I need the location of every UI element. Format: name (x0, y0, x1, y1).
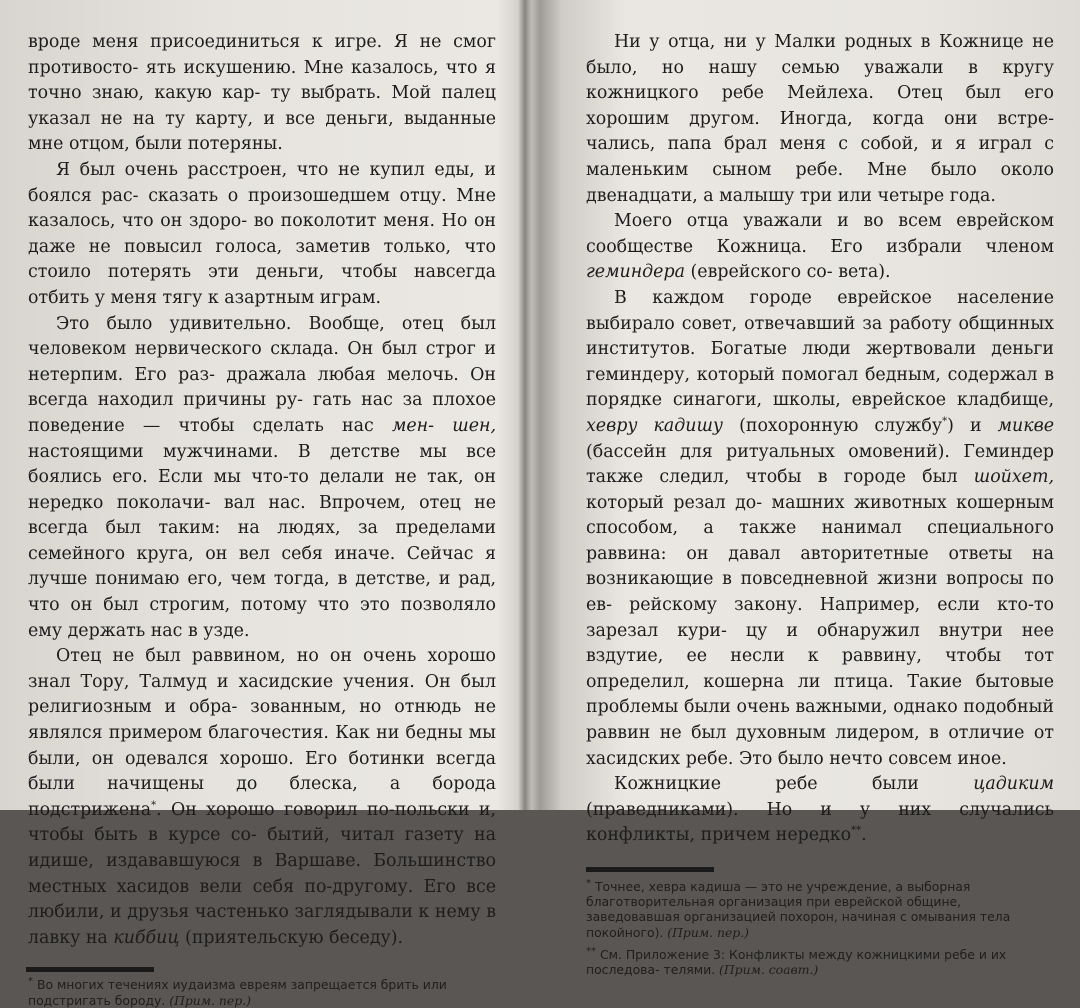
text-line: его. Если мы что-то делали не так, он нередко поколачи- (28, 467, 496, 513)
text-line: отбить у меня тягу к азартным играм. (28, 287, 382, 308)
text-line: настоящими мужчинами. В детстве мы все боялись (28, 441, 496, 488)
text-line: или четыре года. (837, 185, 996, 206)
text-line: (праведниками). (586, 799, 739, 820)
text-line: машних животных кошерным способом, а также нанимал (586, 492, 1054, 539)
text-line: Он хорошо говорил по-польски и, чтобы быть в курсе со- (28, 799, 496, 846)
text-line: следил, чтобы в городе был (659, 467, 974, 488)
paragraph (28, 30, 496, 158)
text-line: Ни у отца, ни у Малки родных в Кожнице не было, (586, 32, 1054, 78)
text-line: ту выбрать. Мой палец указал не на ту карту, и все деньги, (28, 83, 496, 129)
text-line: Но и у них случались конфликты, причем нередко (586, 799, 1054, 846)
text-line: на возникающие в повседневной жизни вопросы по ев- (586, 543, 1055, 616)
text-line: дражала любая мелочь. Он всегда находил причины ру- (28, 364, 497, 411)
book-gutter (518, 0, 532, 810)
footnote-note: (Прим. соавт.) (719, 962, 819, 978)
paragraph (586, 286, 1054, 772)
text-line: нервического склада. Он был строг и нетерпим. Его раз- (28, 339, 496, 385)
text-line: всегда были начищены до блеска, а борода подстрижена (28, 748, 497, 820)
text-line: я лучше понимаю его, чем тогда, в детстве, и рад, что он (28, 543, 496, 616)
text-line: за пределами семейного круга, он вел себя иначе. Сейчас (28, 518, 496, 564)
paragraph (586, 772, 1054, 849)
paragraph (28, 644, 496, 951)
paragraph (28, 158, 496, 312)
italic-term: хевру кадишу (586, 415, 724, 436)
italic-term: геминдера (586, 262, 685, 283)
footnote-marker: * (942, 416, 948, 428)
paragraph (586, 30, 1054, 209)
footnote-marker: * (151, 800, 157, 812)
text-line: Кожница. Его избрали членом (716, 236, 1054, 257)
text-line: Это было нечто совсем иное. (739, 748, 1007, 769)
text-line: на (85, 927, 114, 948)
text-line: чтобы тот определил, кошерна ли птица. Такие бытовые (586, 646, 1054, 692)
text-line: (еврейского со- (684, 262, 833, 283)
text-line: чались, папа брал меня с собой, и я играл с маленьким (586, 134, 1054, 180)
footnote-marker: * (28, 976, 33, 988)
paragraph (586, 209, 1054, 286)
footnote-marker: * (586, 877, 591, 889)
text-line: Отец был его хорошим другом. Иногда, когда они встре- (586, 83, 1054, 129)
text-line: рейскому закону. Например, если кто-то зарезал кури- (586, 595, 1054, 641)
text-line: сказать о произошедшем отцу. Мне казалось, что он здоро- (28, 185, 496, 232)
text-line: ять искушению. Мне казалось, что я точно знаю, какую кар- (28, 57, 496, 104)
footnote (586, 879, 1054, 940)
text-line: проблемы были очень важными, однако подобный раввин (586, 697, 1054, 744)
text-line: но нашу семью уважали в кругу кожницкого ребе Мейлеха. (586, 57, 1054, 104)
text-line: вроде меня присоединиться к игре. Я не смог противосто- (28, 32, 496, 78)
text-line: (приятельскую беседу). (179, 927, 404, 948)
footnote-marker: ** (586, 945, 596, 957)
text-line: Талмуд и хасидские учения. Он был религиозным и обра- (28, 671, 496, 718)
left-page-body (28, 0, 496, 951)
paragraph (28, 312, 496, 645)
text-line: В каждом городе еврейское население выбирало совет, (586, 287, 1054, 334)
text-line: не был духовным лидером, в отличие от хасидских ребе. (586, 723, 1054, 769)
text-line: был строгим, потому что это позволяло ему держать нас (28, 595, 496, 641)
text-line: вал нас. Впрочем, отец не всегда был таким: на людях, (28, 492, 496, 539)
footnote-rule (26, 967, 154, 972)
text-line: Как ни бедны мы были, он одевался хорошо. Его ботинки (28, 723, 496, 769)
text-line: во поколотит меня. Но он даже не повысил голоса, заметив (28, 211, 497, 257)
text-line: ) и (947, 415, 998, 436)
text-line: цу и обнаружил внутри нее вздутие, ее несли к раввину, (586, 620, 1054, 667)
italic-term: киббиц (113, 927, 180, 948)
italic-term: шен, (452, 415, 496, 436)
text-line: (бассейн для ритуальных омовений). Геминдер также (586, 441, 1054, 488)
text-line: Большинство местных хасидов вели себя по-другому. Его (28, 851, 496, 897)
footnote-text: организация при еврейской общине, заведовавшая организацией похорон, (586, 894, 962, 925)
italic-term: мен- (391, 415, 435, 436)
right-page-body (586, 0, 1054, 849)
italic-term: цадиким (973, 774, 1054, 795)
footnote-rule (586, 867, 714, 872)
text-line: бедным, содержал в порядке синагоги, школы, еврейское (586, 364, 1055, 411)
text-line: . (156, 799, 162, 820)
text-line: выданные мне отцом, были потеряны. (28, 108, 496, 155)
text-line: Кожницкие ребе были (614, 774, 974, 795)
text-line: сыном ребе. Мне было около двенадцати, а малышу три (586, 159, 1054, 206)
text-line: (похоронную службу (723, 415, 943, 436)
footnote (586, 947, 1054, 977)
text-line: отвечавший за работу общинных институтов. Богатые (586, 313, 1054, 360)
text-line: люди жертвовали деньги геминдеру, который помогал (586, 339, 1055, 385)
text-line: Отец не был раввином, но он очень хорошо знал Тору, (28, 646, 496, 692)
text-line: который резал до- (586, 492, 763, 513)
italic-term: микве (997, 415, 1055, 436)
footnote-note: (Прим. пер.) (169, 992, 251, 1008)
footnote-marker: ** (851, 825, 862, 837)
text-line: зованным, но отнюдь не являлся примером благочестия. (28, 697, 496, 744)
text-line: все любили, и друзья частенько заглядывали к нему в лавку (28, 876, 496, 948)
text-line: специального раввина: он давал авторитетные ответы (586, 518, 1054, 564)
text-line: кладбище, (956, 390, 1054, 411)
italic-term: шойхет, (973, 467, 1054, 488)
text-line: только, что стоило потерять эти деньги, чтобы навсегда (28, 236, 497, 283)
text-line: в узде. (187, 620, 250, 641)
left-page (28, 0, 497, 1008)
footnote-text: бороду. (114, 992, 170, 1008)
footnote-text: начиная с омывания тела покойного). (586, 909, 1011, 940)
text-line: бытий, читал газету на идише, издававшуюся в Варшаве. (28, 825, 496, 871)
footnote-text: См. Приложение 3: Конфликты между кожницкими ребе и их последова- (586, 946, 1007, 978)
text-line: вета). (838, 262, 891, 283)
text-line: Я был очень расстроен, что не купил еды, и боялся рас- (28, 159, 496, 206)
text-line: гать нас за плохое поведение — чтобы сделать нас (28, 390, 496, 436)
footnote (28, 977, 496, 1007)
footnote-text: Точнее, хевра кадиша — это не учреждение, а выборная благотворительная (586, 879, 971, 910)
right-page (586, 0, 1055, 978)
footnote-text: Во многих течениях иудаизма евреям запрещается брить или подстригать (28, 977, 447, 1008)
text-line: Это было удивительно. Вообще, отец был человеком (28, 313, 496, 360)
footnote-text: телями. (663, 962, 720, 978)
text-line: . (861, 825, 867, 846)
footnote-note: (Прим. пер.) (667, 924, 750, 940)
text-line: Моего отца уважали и во всем еврейском сообществе (586, 211, 1054, 257)
